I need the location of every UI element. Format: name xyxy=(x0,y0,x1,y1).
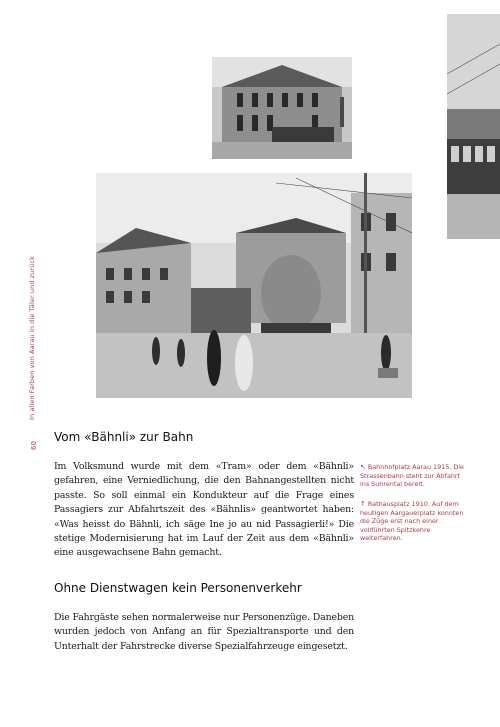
section-paragraph-baehnli: Im Volksmund wurde mit dem «Tram» oder dem «Bähnli» gefahren, eine Verniedlichung, die den Bahnangestellten nicht passte. So soll einmal ein Kondukteur auf die Frage eines Passagiers zur Abfahrtszeit des «Bähnlis» geantwortet haben: «Was heisst do Bähnli, ich säge Ine jo au nid Passagierli!» Die stetige Modernisierung hat im Lauf der Zeit aus dem «Bähnli» eine ausgewachsene Bahn gemacht. xyxy=(54,461,354,559)
photo-rathausplatz xyxy=(96,173,412,398)
caption-text: Bahnhofplatz Aarau 1915. Die Strassenbahn steht zur Abfahrt ins Suhrental bereit. xyxy=(360,463,464,489)
photo-bahnhofplatz xyxy=(212,57,352,159)
photo-tram-edge xyxy=(447,14,500,239)
section-heading-dienstwagen: Ohne Dienstwagen kein Personenverkehr xyxy=(54,581,302,595)
page-number: 60 xyxy=(30,441,38,450)
arrow-up-left-icon: ↖ xyxy=(360,463,366,471)
arrow-up-icon: ↑ xyxy=(360,500,366,508)
photo-caption-bahnhofplatz xyxy=(360,463,470,489)
running-title: In allen Farben von Aarau in die Täler und zurück xyxy=(28,256,36,420)
section-heading-baehnli: Vom «Bähnli» zur Bahn xyxy=(54,430,194,444)
caption-text: Rathausplatz 1910. Auf dem heutigen Aargauerplatz konnten die Züge erst nach einer vollführten Spitzkehre weiterfahren. xyxy=(360,500,464,543)
section-paragraph-dienstwagen: Die Fahrgäste sehen normalerweise nur Personenzüge. Daneben wurden jedoch von Anfang an für Spezialtransporte und den Unterhalt der Fahrstrecke diverse Spezialfahrzeuge eingesetzt. xyxy=(54,612,354,652)
photo-caption-rathausplatz xyxy=(360,500,470,543)
